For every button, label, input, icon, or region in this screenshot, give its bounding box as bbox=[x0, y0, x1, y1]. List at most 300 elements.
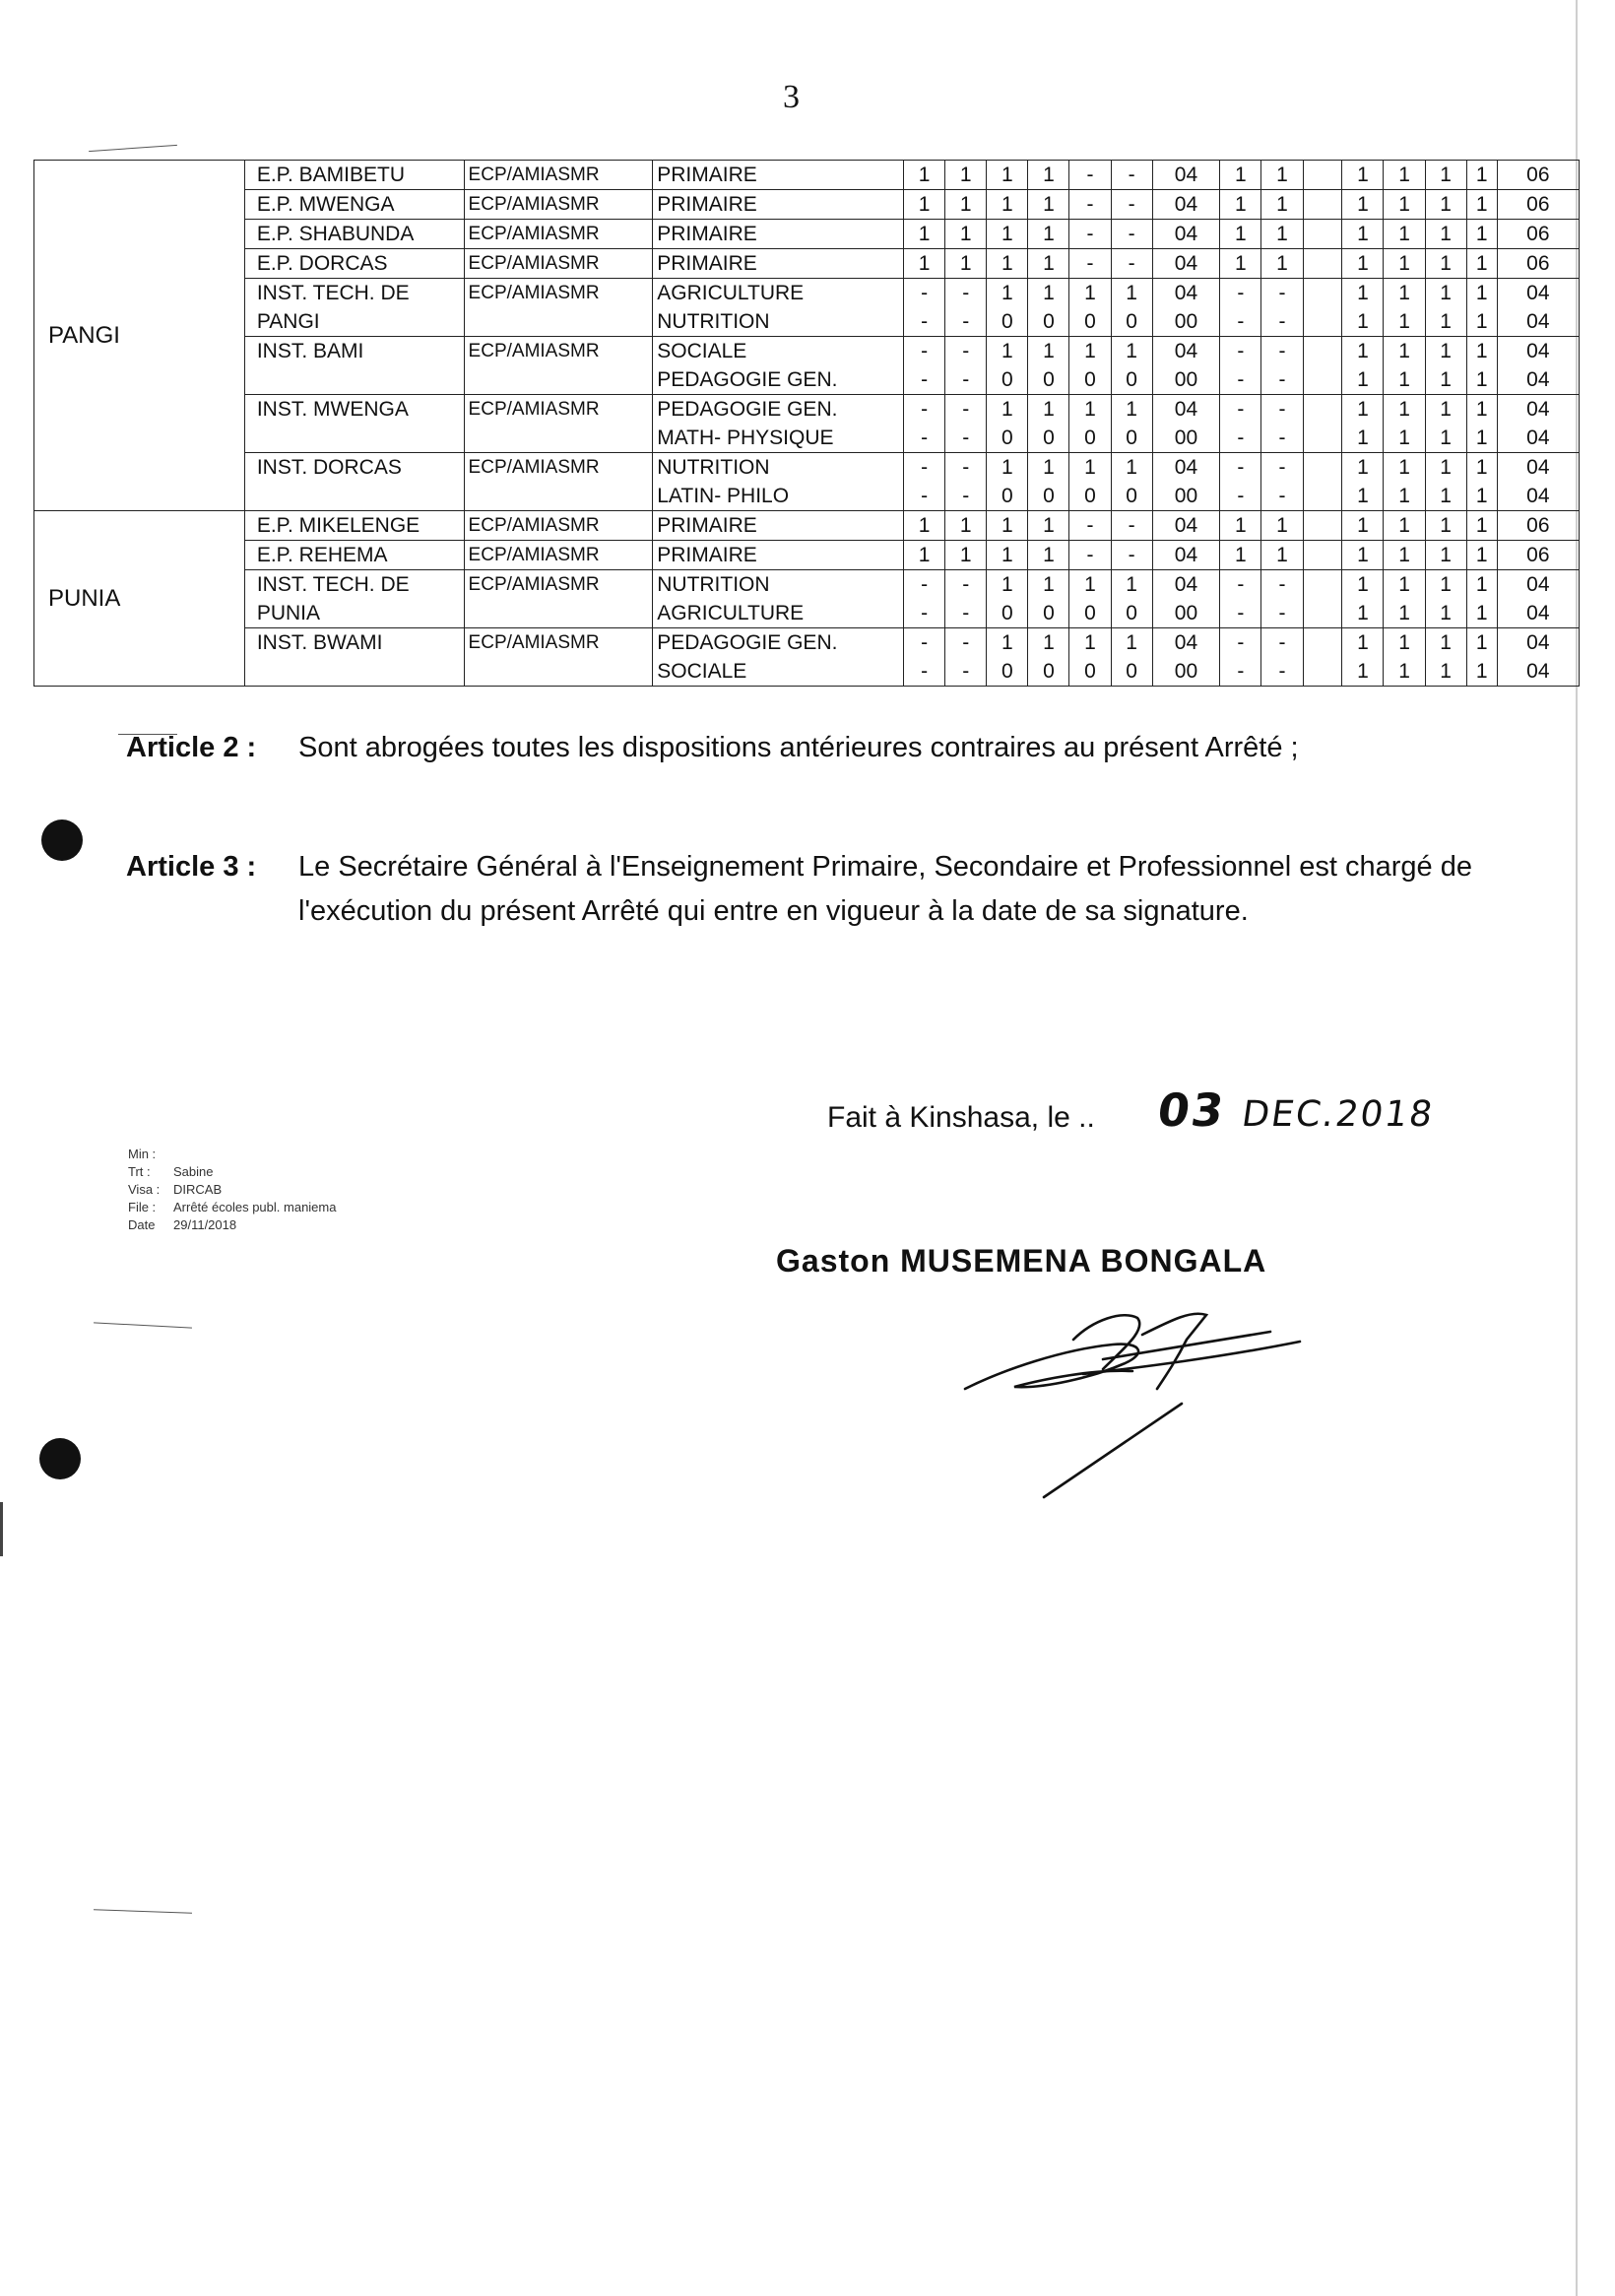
count-cell bbox=[1069, 220, 1111, 249]
count-value bbox=[1304, 570, 1342, 599]
school-name: INST. TECH. DE bbox=[256, 573, 410, 596]
school-name: E.P. SHABUNDA bbox=[256, 223, 415, 245]
article-text: Le Secrétaire Général à l'Enseignement Primaire, Secondaire et Professionnel est chargé de l'exécution du présent Arrêté qui entre en vigueur à la date de sa signature. bbox=[298, 851, 1472, 927]
count-value: 0 bbox=[1043, 602, 1055, 624]
school-name-cell bbox=[244, 279, 464, 337]
table-row bbox=[34, 570, 1580, 628]
count-value: 1 bbox=[1440, 426, 1452, 449]
count-value: - bbox=[1278, 282, 1286, 304]
count-value: - bbox=[1278, 631, 1286, 654]
school-name-cell bbox=[244, 570, 464, 628]
count-value: 1 bbox=[918, 252, 931, 275]
count-value: 00 bbox=[1174, 660, 1198, 683]
count-value: 04 bbox=[1526, 426, 1550, 449]
count-value: 1 bbox=[1235, 193, 1247, 216]
count-cell bbox=[904, 161, 945, 190]
option-name: SOCIALE bbox=[657, 340, 747, 362]
count-value bbox=[1304, 220, 1342, 248]
count-cell bbox=[1342, 190, 1384, 220]
table-row bbox=[34, 279, 1580, 337]
count-value: 04 bbox=[1174, 164, 1198, 186]
count-value bbox=[1304, 424, 1342, 452]
option-cell bbox=[653, 541, 904, 570]
count-value: 1 bbox=[1475, 426, 1488, 449]
count-cell bbox=[904, 249, 945, 279]
count-value: 1 bbox=[1475, 282, 1488, 304]
count-value: 0 bbox=[1043, 368, 1055, 391]
count-cell bbox=[1028, 249, 1069, 279]
count-value: 1 bbox=[918, 544, 931, 566]
school-name: E.P. MIKELENGE bbox=[256, 514, 420, 537]
count-value: 1 bbox=[1475, 602, 1488, 624]
option-cell bbox=[653, 453, 904, 511]
count-cell bbox=[987, 161, 1028, 190]
count-cell bbox=[1152, 279, 1220, 337]
count-value: 1 bbox=[1084, 282, 1096, 304]
place-and-date bbox=[827, 1101, 1095, 1135]
count-value: - bbox=[1278, 426, 1286, 449]
count-value: 04 bbox=[1526, 602, 1550, 624]
article-label: Article 3 : bbox=[126, 851, 257, 883]
count-value: - bbox=[962, 310, 970, 333]
count-value: 04 bbox=[1526, 340, 1550, 362]
option-cell bbox=[653, 511, 904, 541]
count-cell bbox=[1152, 190, 1220, 220]
school-name: INST. TECH. DE bbox=[256, 282, 410, 304]
count-value bbox=[1304, 482, 1342, 510]
binder-hole bbox=[39, 1438, 81, 1479]
count-value: 04 bbox=[1174, 340, 1198, 362]
count-cell bbox=[1028, 395, 1069, 453]
count-cell bbox=[1111, 541, 1152, 570]
count-value: 1 bbox=[1357, 193, 1369, 216]
count-value: 0 bbox=[1126, 660, 1137, 683]
scan-mark bbox=[89, 145, 177, 152]
count-cell bbox=[987, 541, 1028, 570]
management-code: ECP/AMIASMR bbox=[464, 337, 653, 395]
ref-value: 29/11/2018 bbox=[173, 1217, 237, 1232]
count-value: 1 bbox=[959, 223, 972, 245]
option-cell bbox=[653, 249, 904, 279]
count-cell bbox=[1384, 453, 1425, 511]
option-cell bbox=[653, 570, 904, 628]
count-value: 1 bbox=[1043, 164, 1055, 186]
count-cell bbox=[1028, 628, 1069, 687]
count-cell bbox=[1497, 570, 1579, 628]
count-cell bbox=[945, 161, 987, 190]
article-label: Article 2 : bbox=[126, 732, 257, 763]
ref-value: Arrêté écoles publ. maniema bbox=[173, 1200, 337, 1214]
count-value: 1 bbox=[1235, 164, 1247, 186]
count-value: 1 bbox=[1440, 660, 1452, 683]
count-cell bbox=[1466, 395, 1497, 453]
count-value: 1 bbox=[1357, 368, 1369, 391]
count-value: 0 bbox=[1084, 660, 1096, 683]
count-value: 1 bbox=[1475, 310, 1488, 333]
count-value: 1 bbox=[1276, 544, 1288, 566]
count-value: 06 bbox=[1526, 164, 1550, 186]
count-cell bbox=[1466, 337, 1497, 395]
count-cell bbox=[1069, 279, 1111, 337]
count-value: 1 bbox=[1043, 223, 1055, 245]
count-value: 1 bbox=[959, 514, 972, 537]
count-value: 0 bbox=[1001, 310, 1013, 333]
management-code: ECP/AMIASMR bbox=[464, 511, 653, 541]
management-code: ECP/AMIASMR bbox=[464, 190, 653, 220]
count-cell bbox=[1261, 279, 1303, 337]
count-cell bbox=[945, 279, 987, 337]
count-cell bbox=[1303, 628, 1342, 687]
count-value: 1 bbox=[1440, 631, 1452, 654]
count-cell bbox=[1220, 279, 1261, 337]
count-value: - bbox=[962, 340, 970, 362]
count-cell bbox=[987, 453, 1028, 511]
school-name: INST. BAMI bbox=[256, 340, 364, 362]
count-value: 1 bbox=[1001, 398, 1013, 421]
table-row bbox=[34, 628, 1580, 687]
date-day: 03 bbox=[1154, 1083, 1229, 1137]
count-value: 1 bbox=[1357, 223, 1369, 245]
count-cell bbox=[945, 628, 987, 687]
count-value: 1 bbox=[1440, 368, 1452, 391]
count-value: 0 bbox=[1001, 368, 1013, 391]
count-value: - bbox=[1278, 310, 1286, 333]
count-value: 1 bbox=[1475, 573, 1488, 596]
count-value: - bbox=[1128, 514, 1135, 537]
count-cell bbox=[1069, 511, 1111, 541]
count-cell bbox=[1384, 279, 1425, 337]
school-name-cell bbox=[244, 628, 464, 687]
count-value: - bbox=[1128, 252, 1135, 275]
option-cell bbox=[653, 190, 904, 220]
count-cell bbox=[1342, 453, 1384, 511]
count-cell bbox=[1152, 249, 1220, 279]
count-value: 0 bbox=[1126, 426, 1137, 449]
count-value: 1 bbox=[1475, 631, 1488, 654]
count-value: 0 bbox=[1001, 660, 1013, 683]
count-cell bbox=[1425, 161, 1466, 190]
count-value: - bbox=[962, 368, 970, 391]
count-value: 1 bbox=[1084, 573, 1096, 596]
count-cell bbox=[1261, 395, 1303, 453]
count-value: 1 bbox=[1357, 310, 1369, 333]
count-value: 1 bbox=[1357, 340, 1369, 362]
count-cell bbox=[1342, 337, 1384, 395]
count-value: 1 bbox=[959, 544, 972, 566]
count-cell bbox=[1261, 249, 1303, 279]
count-cell bbox=[1303, 453, 1342, 511]
count-value: 0 bbox=[1001, 485, 1013, 507]
count-value: 1 bbox=[1126, 398, 1137, 421]
count-value: 1 bbox=[1475, 252, 1488, 275]
count-value: 0 bbox=[1084, 602, 1096, 624]
count-cell bbox=[1152, 570, 1220, 628]
count-value: 04 bbox=[1174, 252, 1198, 275]
count-value: - bbox=[1237, 310, 1245, 333]
count-cell bbox=[945, 249, 987, 279]
count-value bbox=[1304, 279, 1342, 307]
count-cell bbox=[1384, 628, 1425, 687]
count-value: - bbox=[962, 631, 970, 654]
count-cell bbox=[987, 220, 1028, 249]
count-value: 1 bbox=[1475, 456, 1488, 479]
count-value: 1 bbox=[1357, 514, 1369, 537]
count-value: - bbox=[962, 456, 970, 479]
count-cell bbox=[1384, 541, 1425, 570]
count-value: 1 bbox=[1043, 398, 1055, 421]
count-cell bbox=[904, 337, 945, 395]
management-code: ECP/AMIASMR bbox=[464, 453, 653, 511]
article-text: Sont abrogées toutes les dispositions antérieures contraires au présent Arrêté ; bbox=[298, 732, 1299, 763]
count-value: - bbox=[1237, 340, 1245, 362]
count-value: 1 bbox=[1398, 544, 1410, 566]
count-value: 1 bbox=[1440, 573, 1452, 596]
count-value: - bbox=[1278, 573, 1286, 596]
count-value: - bbox=[1086, 514, 1094, 537]
count-cell bbox=[987, 279, 1028, 337]
count-cell bbox=[1425, 337, 1466, 395]
count-value: 1 bbox=[1001, 282, 1013, 304]
count-cell bbox=[1497, 453, 1579, 511]
table-row bbox=[34, 395, 1580, 453]
count-value: 1 bbox=[1126, 573, 1137, 596]
count-value: 04 bbox=[1526, 368, 1550, 391]
count-cell bbox=[1342, 628, 1384, 687]
management-code: ECP/AMIASMR bbox=[464, 628, 653, 687]
count-cell bbox=[1261, 190, 1303, 220]
count-value: 0 bbox=[1043, 310, 1055, 333]
count-cell bbox=[1220, 511, 1261, 541]
handwritten-signature bbox=[945, 1280, 1320, 1507]
count-cell bbox=[1069, 628, 1111, 687]
count-value: 1 bbox=[1398, 602, 1410, 624]
count-value: - bbox=[962, 602, 970, 624]
count-cell bbox=[1111, 279, 1152, 337]
option-name: PEDAGOGIE GEN. bbox=[657, 368, 838, 391]
count-cell bbox=[945, 220, 987, 249]
count-cell bbox=[1466, 628, 1497, 687]
school-name: E.P. BAMIBETU bbox=[256, 164, 406, 186]
count-cell bbox=[1303, 249, 1342, 279]
count-value: 1 bbox=[1084, 340, 1096, 362]
count-cell bbox=[1069, 541, 1111, 570]
count-value: 1 bbox=[1440, 340, 1452, 362]
count-value: 1 bbox=[1440, 544, 1452, 566]
option-name: PRIMAIRE bbox=[657, 514, 757, 537]
count-value: 1 bbox=[1357, 660, 1369, 683]
count-cell bbox=[1111, 628, 1152, 687]
count-cell bbox=[1425, 220, 1466, 249]
count-value: 04 bbox=[1526, 456, 1550, 479]
count-value: 04 bbox=[1526, 282, 1550, 304]
count-value: 1 bbox=[1398, 631, 1410, 654]
count-cell bbox=[1466, 190, 1497, 220]
school-name-cell bbox=[244, 190, 464, 220]
count-value: - bbox=[1128, 193, 1135, 216]
count-cell bbox=[1303, 190, 1342, 220]
count-cell bbox=[1384, 570, 1425, 628]
table-row bbox=[34, 190, 1580, 220]
count-value: - bbox=[962, 573, 970, 596]
count-value: 1 bbox=[1398, 573, 1410, 596]
count-value: 1 bbox=[1001, 544, 1013, 566]
count-value: 06 bbox=[1526, 544, 1550, 566]
count-cell bbox=[987, 249, 1028, 279]
count-value: 1 bbox=[1475, 193, 1488, 216]
count-value: 1 bbox=[1357, 573, 1369, 596]
count-cell bbox=[904, 628, 945, 687]
count-value: 06 bbox=[1526, 252, 1550, 275]
school-name-cell bbox=[244, 337, 464, 395]
count-value: 1 bbox=[1043, 252, 1055, 275]
count-value bbox=[1304, 249, 1342, 278]
count-cell bbox=[1220, 628, 1261, 687]
count-cell bbox=[1028, 220, 1069, 249]
count-value: 1 bbox=[1235, 223, 1247, 245]
count-value: 1 bbox=[1001, 631, 1013, 654]
count-value: 1 bbox=[1440, 193, 1452, 216]
count-value: 1 bbox=[1440, 398, 1452, 421]
count-value: 1 bbox=[1398, 193, 1410, 216]
count-value: 1 bbox=[1001, 223, 1013, 245]
option-cell bbox=[653, 337, 904, 395]
count-cell bbox=[904, 541, 945, 570]
count-cell bbox=[1220, 220, 1261, 249]
count-cell bbox=[1497, 220, 1579, 249]
count-value: - bbox=[1086, 252, 1094, 275]
count-value: 1 bbox=[1001, 164, 1013, 186]
count-value: - bbox=[921, 310, 929, 333]
count-value: 1 bbox=[1357, 398, 1369, 421]
count-value: 1 bbox=[1235, 544, 1247, 566]
count-cell bbox=[1261, 541, 1303, 570]
count-cell bbox=[1152, 628, 1220, 687]
count-cell bbox=[1152, 511, 1220, 541]
count-cell bbox=[1303, 161, 1342, 190]
count-value: 1 bbox=[1043, 193, 1055, 216]
count-cell bbox=[1497, 190, 1579, 220]
count-value: - bbox=[962, 485, 970, 507]
count-cell bbox=[1384, 249, 1425, 279]
school-name: E.P. DORCAS bbox=[256, 252, 388, 275]
count-value: 1 bbox=[1475, 223, 1488, 245]
count-value: - bbox=[1086, 193, 1094, 216]
count-cell bbox=[1466, 220, 1497, 249]
option-name: MATH- PHYSIQUE bbox=[657, 426, 834, 449]
ref-value: DIRCAB bbox=[173, 1182, 223, 1197]
count-value: 0 bbox=[1084, 426, 1096, 449]
count-cell bbox=[904, 570, 945, 628]
school-name-cell bbox=[244, 453, 464, 511]
count-value: 0 bbox=[1001, 602, 1013, 624]
locality-cell: PUNIA bbox=[34, 511, 245, 687]
count-value: 00 bbox=[1174, 368, 1198, 391]
count-cell bbox=[1261, 453, 1303, 511]
scan-mark bbox=[94, 1909, 192, 1913]
school-name: INST. MWENGA bbox=[256, 398, 409, 421]
count-cell bbox=[945, 453, 987, 511]
count-value: 1 bbox=[1001, 514, 1013, 537]
count-cell bbox=[945, 337, 987, 395]
count-value: 04 bbox=[1526, 398, 1550, 421]
count-value: 04 bbox=[1526, 631, 1550, 654]
option-cell bbox=[653, 279, 904, 337]
count-cell bbox=[1111, 395, 1152, 453]
count-cell bbox=[1497, 337, 1579, 395]
count-value: 1 bbox=[1475, 164, 1488, 186]
count-value: 1 bbox=[918, 223, 931, 245]
count-value: - bbox=[921, 426, 929, 449]
count-value: 1 bbox=[1043, 631, 1055, 654]
count-value bbox=[1304, 511, 1342, 540]
option-name: PRIMAIRE bbox=[657, 193, 757, 216]
count-value bbox=[1304, 190, 1342, 219]
count-cell bbox=[987, 190, 1028, 220]
count-value: - bbox=[1128, 544, 1135, 566]
count-cell bbox=[1028, 337, 1069, 395]
count-value: 1 bbox=[1357, 426, 1369, 449]
count-cell bbox=[1111, 220, 1152, 249]
count-value: 1 bbox=[1398, 282, 1410, 304]
count-value: 1 bbox=[1001, 193, 1013, 216]
count-cell bbox=[1497, 279, 1579, 337]
date-stamp bbox=[1154, 1083, 1438, 1137]
place-text: Fait à Kinshasa, le .. bbox=[827, 1101, 1095, 1134]
count-cell bbox=[945, 570, 987, 628]
count-cell bbox=[1028, 161, 1069, 190]
table-row bbox=[34, 453, 1580, 511]
count-cell bbox=[1261, 337, 1303, 395]
count-value: 1 bbox=[1475, 368, 1488, 391]
article-3 bbox=[126, 845, 1472, 927]
count-value: 1 bbox=[1001, 456, 1013, 479]
count-value: - bbox=[1237, 456, 1245, 479]
count-cell bbox=[904, 220, 945, 249]
count-value: 1 bbox=[1440, 485, 1452, 507]
count-value: 1 bbox=[1440, 602, 1452, 624]
count-cell bbox=[1152, 395, 1220, 453]
count-value: - bbox=[1086, 223, 1094, 245]
count-value: 1 bbox=[1440, 310, 1452, 333]
count-value: 1 bbox=[1398, 368, 1410, 391]
count-cell bbox=[1220, 337, 1261, 395]
count-cell bbox=[1028, 453, 1069, 511]
count-cell bbox=[1342, 541, 1384, 570]
count-cell bbox=[1152, 541, 1220, 570]
option-cell bbox=[653, 161, 904, 190]
count-value bbox=[1304, 307, 1342, 336]
school-name-cell bbox=[244, 161, 464, 190]
option-name: PRIMAIRE bbox=[657, 223, 757, 245]
count-value: - bbox=[1086, 544, 1094, 566]
count-value: 04 bbox=[1174, 544, 1198, 566]
count-value: - bbox=[1237, 398, 1245, 421]
count-cell bbox=[1069, 395, 1111, 453]
count-value: 04 bbox=[1174, 282, 1198, 304]
count-cell bbox=[1466, 511, 1497, 541]
count-cell bbox=[1111, 570, 1152, 628]
count-value: 04 bbox=[1526, 573, 1550, 596]
count-value bbox=[1304, 541, 1342, 569]
count-cell bbox=[904, 395, 945, 453]
ref-key: Date bbox=[128, 1217, 156, 1232]
count-value: 0 bbox=[1126, 602, 1137, 624]
count-value: - bbox=[962, 282, 970, 304]
count-value: 1 bbox=[1398, 514, 1410, 537]
count-value: 06 bbox=[1526, 193, 1550, 216]
count-cell bbox=[1303, 541, 1342, 570]
count-value: - bbox=[1128, 164, 1135, 186]
